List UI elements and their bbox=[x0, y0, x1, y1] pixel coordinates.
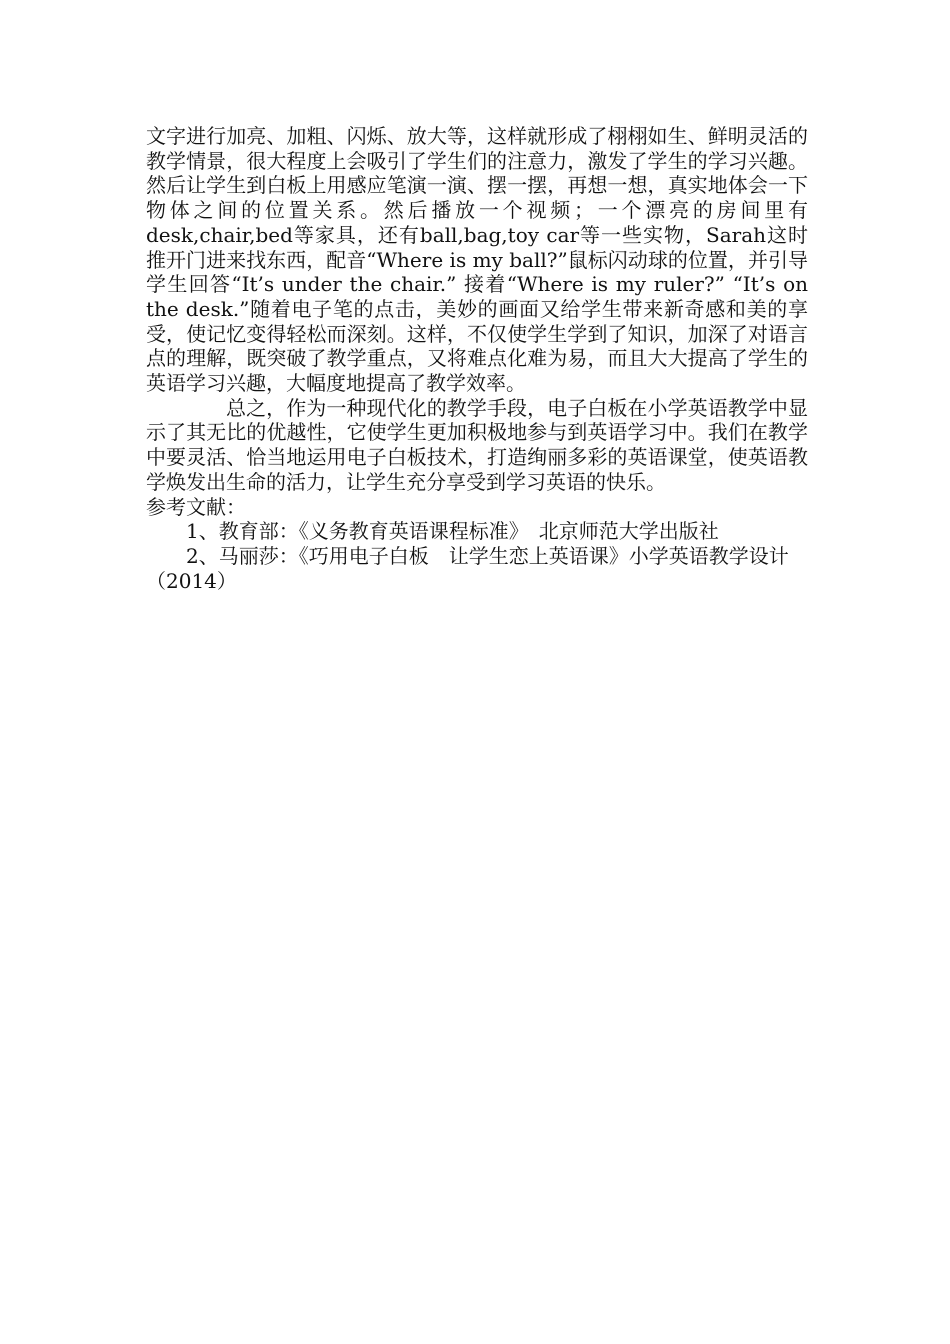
references-heading: 参考文献： bbox=[146, 494, 246, 519]
body-paragraph-1: 文字进行加亮、加粗、闪烁、放大等，这样就形成了栩栩如生、鲜明灵活的教学情景，很大程度上会吸引了学生们的注意力，激发了学生的学习兴趣。然后让学生到白板上用感应笔演一演、摆一摆，再想一想，真实地体会一下物体之间的位置关系。然后播放一个视频；一个漂亮的房间里有desk,chair,bed等家具，还有ball,bag,toy car等一些实物，Sarah这时推开门进来找东西，配音“Where is my ball?”鼠标闪动球的位置，并引导学生回答“It’s under the chair.” 接着“Where is my ruler?” “It’s on the desk.”随着电子笔的点击，美妙的画面又给学生带来新奇感和美的享受，使记忆变得轻松而深刻。这样，不仅使学生学到了知识，加深了对语言点的理解，既突破了教学重点，又将难点化难为易，而且大大提高了学生的英语学习兴趣，大幅度地提高了教学效率。 bbox=[146, 124, 808, 396]
reference-item-1: 1、教育部：《义务教育英语课程标准》 北京师范大学出版社 bbox=[186, 519, 719, 544]
document-body bbox=[146, 124, 808, 593]
body-paragraph-2: 总之，作为一种现代化的教学手段，电子白板在小学英语教学中显示了其无比的优越性，它使学生更加积极地参与到英语学习中。我们在教学中要灵活、恰当地运用电子白板技术，打造绚丽多彩的英语课堂，使英语教学焕发出生命的活力，让学生充分享受到学习英语的快乐。 bbox=[146, 395, 808, 494]
reference-item-2: 2、马丽莎：《巧用电子白板 让学生恋上英语课》小学英语教学设计（2014） bbox=[146, 543, 789, 593]
